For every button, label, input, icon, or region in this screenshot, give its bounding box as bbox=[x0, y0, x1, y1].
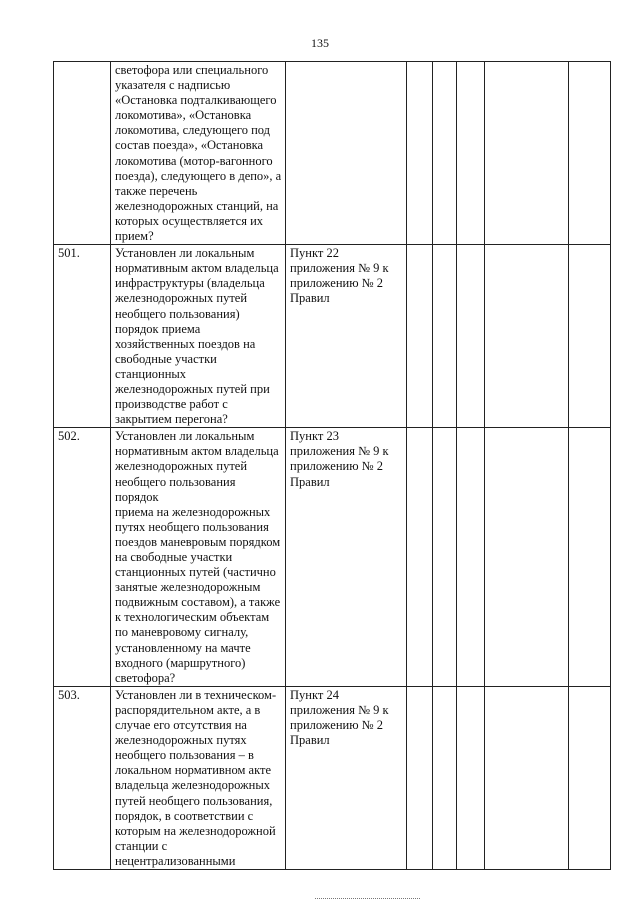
question-line: инфраструктуры (владельца bbox=[115, 276, 265, 291]
question-line: нецентрализованными bbox=[115, 853, 236, 868]
reference-cell bbox=[286, 428, 407, 687]
question-line: путях необщего пользования bbox=[115, 519, 269, 534]
question-line: железнодорожных путей при bbox=[115, 381, 270, 396]
reference-line: Пункт 24 bbox=[290, 687, 339, 702]
question-line: указателя с надписью bbox=[115, 78, 231, 93]
question-line: необщего пользования) bbox=[115, 306, 240, 321]
reference-line: приложения № 9 к bbox=[290, 444, 389, 459]
question-line: к технологическим объектам bbox=[115, 610, 270, 625]
question-line: которых осуществляется их bbox=[115, 213, 264, 228]
question-line: закрытием перегона? bbox=[115, 412, 228, 427]
answer-cell bbox=[485, 686, 569, 869]
answer-cell bbox=[569, 245, 611, 428]
question-line: светофора? bbox=[115, 670, 176, 685]
question-line: которым на железнодорожной bbox=[115, 823, 276, 838]
question-line: производстве работ с bbox=[115, 397, 228, 412]
reference-line: приложения № 9 к bbox=[290, 261, 389, 276]
answer-cell bbox=[485, 62, 569, 245]
answer-cell bbox=[569, 62, 611, 245]
question-line: железнодорожных путей bbox=[115, 459, 248, 474]
question-cell bbox=[111, 245, 286, 428]
question-line: станции с bbox=[115, 838, 168, 853]
answer-cell bbox=[433, 245, 457, 428]
reference-line: Правил bbox=[290, 291, 330, 306]
question-line: станционных путей (частично bbox=[115, 565, 276, 580]
reference-cell bbox=[286, 686, 407, 869]
question-line: распорядительном акте, а в bbox=[115, 702, 261, 717]
question-line: подвижным составом), а также bbox=[115, 595, 281, 610]
table-row bbox=[54, 686, 611, 869]
answer-cell bbox=[485, 245, 569, 428]
question-line: железнодорожных путях bbox=[115, 733, 247, 748]
question-line: свободные участки bbox=[115, 351, 217, 366]
answer-cell bbox=[457, 62, 485, 245]
question-line: светофора или специального bbox=[115, 63, 269, 77]
answer-cell bbox=[457, 245, 485, 428]
question-line: владельца железнодорожных bbox=[115, 778, 270, 793]
question-line: порядок приема bbox=[115, 321, 201, 336]
question-line: входного (маршрутного) bbox=[115, 655, 246, 670]
item-number-cell: 501. bbox=[54, 245, 111, 428]
reference-line: приложения № 9 к bbox=[290, 702, 389, 717]
question-line: нормативным актом владельца bbox=[115, 261, 279, 276]
answer-cell bbox=[407, 245, 433, 428]
reference-cell bbox=[286, 62, 407, 245]
checklist-table bbox=[53, 61, 611, 870]
question-line: Установлен ли локальным bbox=[115, 246, 255, 261]
question-line: поезда), следующего в депо», а bbox=[115, 168, 282, 183]
answer-cell bbox=[407, 686, 433, 869]
question-line: локомотива, следующего под bbox=[115, 123, 271, 138]
question-cell bbox=[111, 62, 286, 245]
question-line: порядок, в соответствии с bbox=[115, 808, 254, 823]
answer-cell bbox=[433, 62, 457, 245]
answer-cell bbox=[569, 428, 611, 687]
question-line: станционных bbox=[115, 366, 187, 381]
item-number-cell: 503. bbox=[54, 686, 111, 869]
question-cell bbox=[111, 686, 286, 869]
reference-line: Пункт 23 bbox=[290, 429, 339, 444]
question-line: железнодорожных станций, на bbox=[115, 198, 279, 213]
reference-cell bbox=[286, 245, 407, 428]
question-line: хозяйственных поездов на bbox=[115, 336, 256, 351]
table-row bbox=[54, 62, 611, 245]
reference-line: Правил bbox=[290, 474, 330, 489]
question-line: прием? bbox=[115, 229, 154, 244]
question-line: установленному на мачте bbox=[115, 640, 251, 655]
question-line: локомотива (мотор-вагонного bbox=[115, 153, 273, 168]
item-number-cell bbox=[54, 62, 111, 245]
question-line: случае его отсутствия на bbox=[115, 718, 247, 733]
answer-cell bbox=[407, 428, 433, 687]
scan-edge-marks bbox=[315, 898, 420, 901]
question-line: необщего пользования – в bbox=[115, 748, 254, 763]
answer-cell bbox=[485, 428, 569, 687]
answer-cell bbox=[433, 686, 457, 869]
question-cell bbox=[111, 428, 286, 687]
answer-cell bbox=[433, 428, 457, 687]
table-row bbox=[54, 245, 611, 428]
question-line: локомотива», «Остановка bbox=[115, 108, 252, 123]
question-line: по маневровому сигналу, bbox=[115, 625, 249, 640]
reference-line: Правил bbox=[290, 733, 330, 748]
question-line: также перечень bbox=[115, 183, 198, 198]
reference-line: приложению № 2 bbox=[290, 718, 383, 733]
answer-cell bbox=[457, 686, 485, 869]
question-line: Установлен ли в техническом- bbox=[115, 687, 277, 702]
answer-cell bbox=[407, 62, 433, 245]
question-line: Установлен ли локальным bbox=[115, 429, 255, 444]
page-number: 135 bbox=[311, 36, 329, 50]
question-line: локальном нормативном акте bbox=[115, 763, 272, 778]
question-line: поездов маневровым порядком bbox=[115, 534, 281, 549]
question-line: нормативным актом владельца bbox=[115, 444, 279, 459]
question-line: на свободные участки bbox=[115, 550, 233, 564]
question-line: приема на железнодорожных bbox=[115, 504, 271, 519]
reference-line: приложению № 2 bbox=[290, 459, 383, 474]
answer-cell bbox=[457, 428, 485, 687]
reference-line: Пункт 22 bbox=[290, 246, 339, 261]
question-line: путей необщего пользования, bbox=[115, 793, 273, 808]
table-row bbox=[54, 428, 611, 687]
question-line: «Остановка подталкивающего bbox=[115, 93, 277, 108]
question-line: необщего пользования порядок bbox=[115, 474, 236, 504]
question-line: состав поезда», «Остановка bbox=[115, 138, 264, 153]
question-line: занятые железнодорожным bbox=[115, 580, 261, 595]
item-number-cell: 502. bbox=[54, 428, 111, 687]
reference-line: приложению № 2 bbox=[290, 276, 383, 291]
question-line: железнодорожных путей bbox=[115, 291, 248, 306]
answer-cell bbox=[569, 686, 611, 869]
